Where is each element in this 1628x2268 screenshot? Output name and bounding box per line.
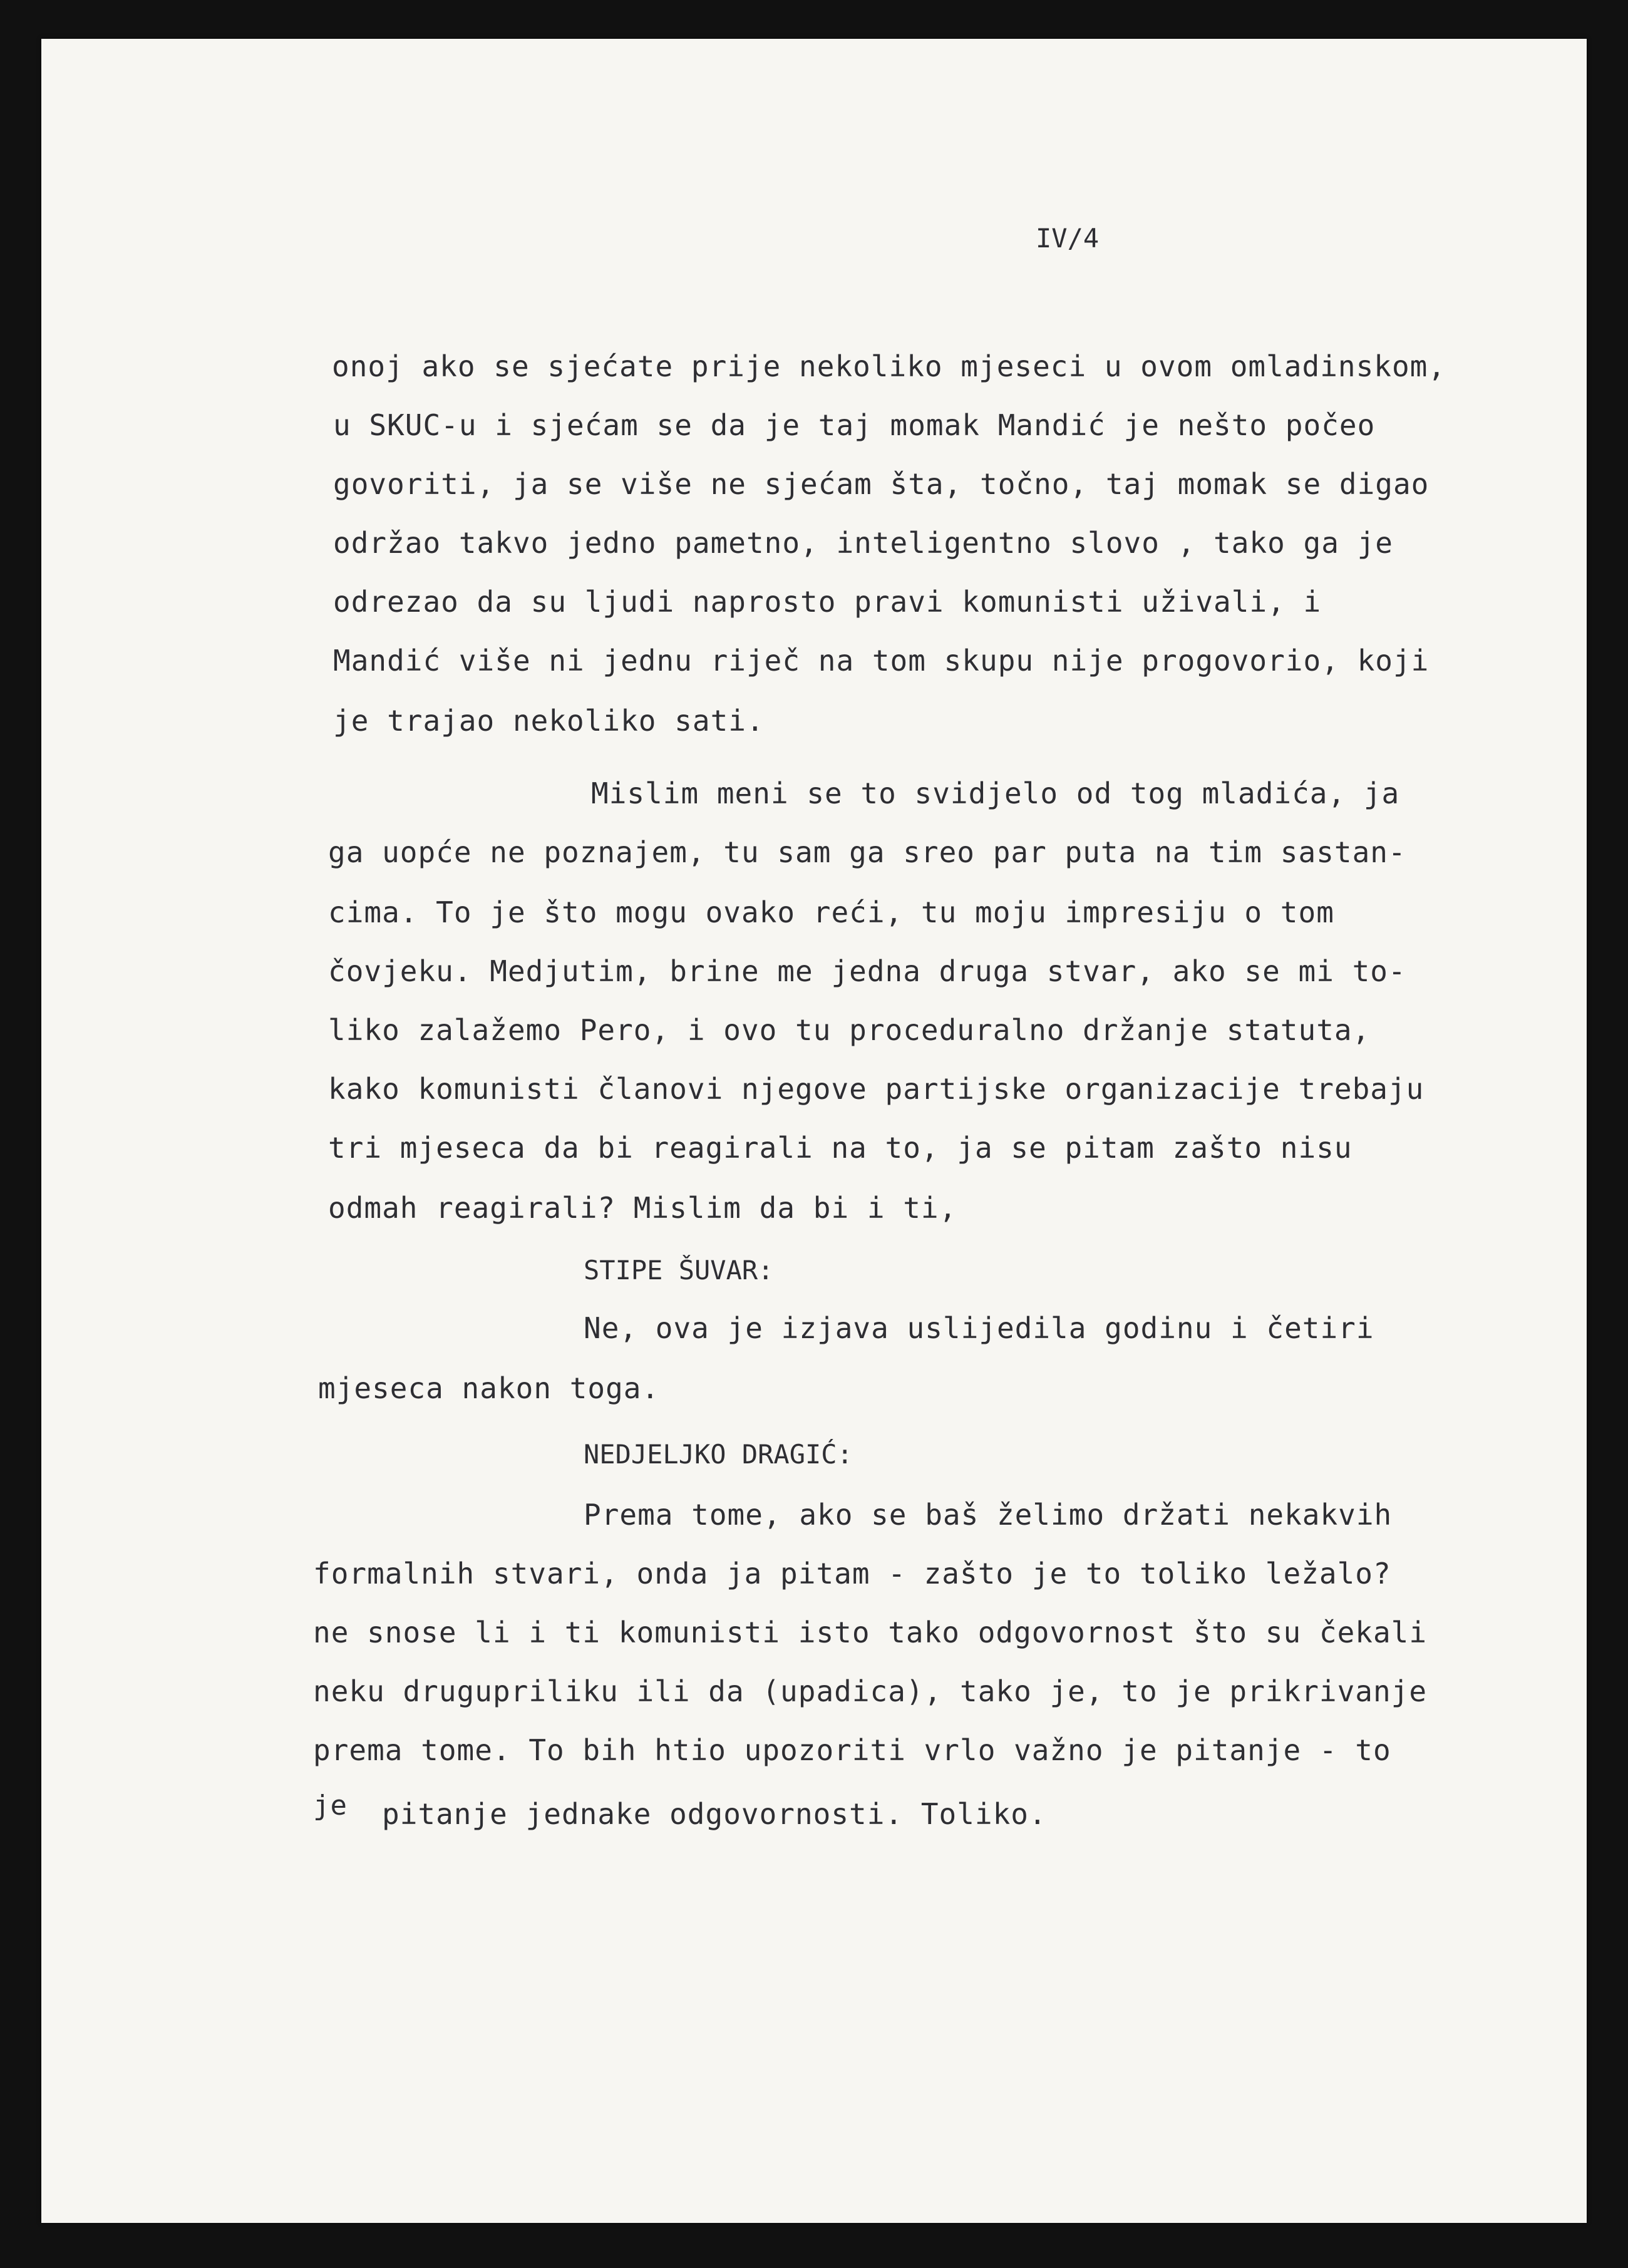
text-line: prema tome. To bih htio upozoriti vrlo važno je pitanje - to: [313, 1733, 1391, 1767]
text-line: je: [313, 1790, 348, 1822]
text-line: pitanje jednake odgovornosti. Toliko.: [382, 1797, 1047, 1831]
text-line: Prema tome, ako se baš želimo držati nekakvih: [584, 1498, 1393, 1532]
text-line: Mislim meni se to svidjelo od tog mladića, ja: [591, 776, 1400, 810]
text-line: neku drugupriliku ili da (upadica), tako je, to je prikrivanje: [313, 1674, 1428, 1708]
text-line: odmah reagirali? Mislim da bi i ti,: [328, 1191, 957, 1225]
page-number: IV/4: [1036, 223, 1100, 254]
text-line: kako komunisti članovi njegove partijske organizacije trebaju: [328, 1072, 1424, 1106]
text-line: cima. To je što mogu ovako reći, tu moju impresiju o tom: [328, 895, 1334, 929]
speaker-name: STIPE ŠUVAR:: [584, 1255, 774, 1286]
text-line: odrezao da su ljudi naprosto pravi komunisti uživali, i: [333, 585, 1322, 619]
text-line: tri mjeseca da bi reagirali na to, ja se pitam zašto nisu: [328, 1131, 1352, 1165]
text-line: Mandić više ni jednu riječ na tom skupu nije progovorio, koji: [333, 644, 1430, 678]
text-line: ga uopće ne poznajem, tu sam ga sreo par puta na tim sastan-: [328, 835, 1406, 869]
text-line: formalnih stvari, onda ja pitam - zašto je to toliko ležalo?: [313, 1557, 1391, 1590]
text-line: održao takvo jedno pametno, inteligentno slovo , tako ga je: [333, 526, 1393, 560]
text-line: govoriti, ja se više ne sjećam šta, točno, taj momak se digao: [333, 467, 1430, 501]
text-line: je trajao nekoliko sati.: [333, 704, 765, 738]
text-line: ne snose li i ti komunisti isto tako odgovornost što su čekali: [313, 1616, 1428, 1649]
text-line: liko zalažemo Pero, i ovo tu proceduralno držanje statuta,: [328, 1013, 1371, 1047]
text-line: u SKUC-u i sjećam se da je taj momak Mandić je nešto počeo: [333, 408, 1376, 442]
document-page: [41, 39, 1587, 2223]
speaker-name: NEDJELJKO DRAGIĆ:: [584, 1439, 853, 1470]
text-line: mjeseca nakon toga.: [318, 1371, 660, 1405]
text-line: onoj ako se sjećate prije nekoliko mjeseci u ovom omladinskom,: [332, 349, 1446, 383]
text-line: čovjeku. Medjutim, brine me jedna druga stvar, ako se mi to-: [328, 954, 1406, 988]
text-line: Ne, ova je izjava uslijedila godinu i četiri: [584, 1311, 1374, 1345]
